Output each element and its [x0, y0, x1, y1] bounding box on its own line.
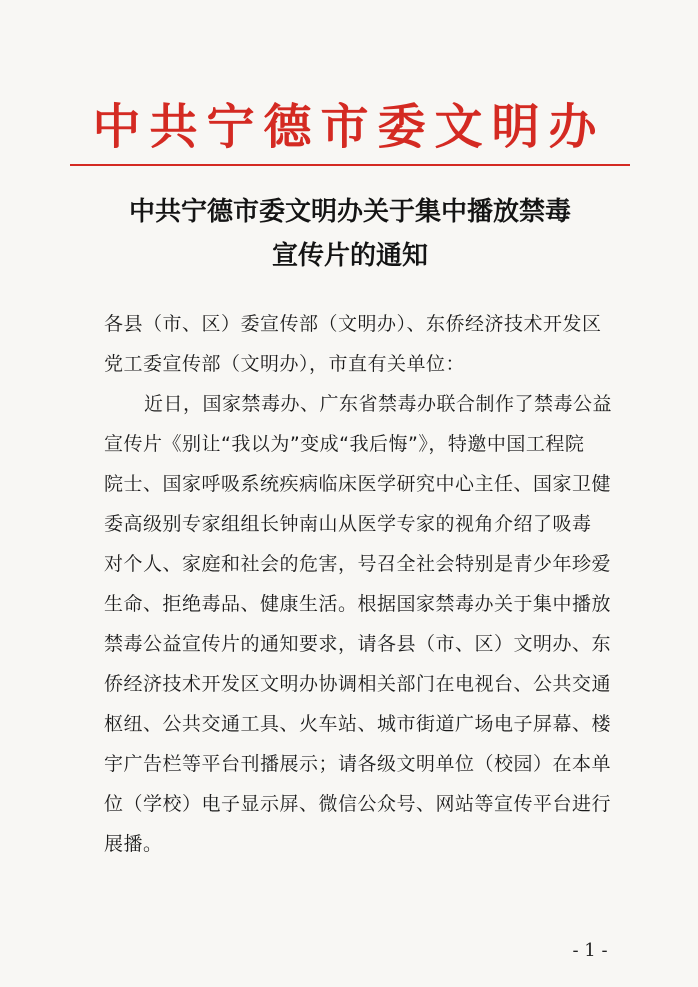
body-line: 院士、国家呼吸系统疾病临床医学研究中心主任、国家卫健 [104, 473, 612, 495]
body-line: 生命、拒绝毒品、健康生活。根据国家禁毒办关于集中播放 [104, 593, 612, 615]
body-line: 近日，国家禁毒办、广东省禁毒办联合制作了禁毒公益 [144, 393, 613, 415]
body-line: 侨经济技术开发区文明办协调相关部门在电视台、公共交通 [104, 673, 612, 695]
document-title-line-2: 宣传片的通知 [271, 241, 428, 271]
body-line: 宣传片《别让“我以为”变成“我后悔”》，特邀中国工程院 [104, 433, 585, 455]
body-line: 宇广告栏等平台刊播展示；请各级文明单位（校园）在本单 [104, 753, 612, 775]
body-line: 枢纽、公共交通工具、火车站、城市街道广场电子屏幕、楼 [104, 713, 612, 735]
body-line: 各县（市、区）委宣传部（文明办）、东侨经济技术开发区 [104, 313, 602, 335]
document-title-line-1: 中共宁德市委文明办关于集中播放禁毒 [128, 197, 571, 227]
body-line: 对个人、家庭和社会的危害，号召全社会特别是青少年珍爱 [104, 553, 612, 575]
issuing-organization-header: 中共宁德市委文明办 [92, 99, 606, 155]
body-line: 展播。 [104, 833, 163, 855]
body-line: 委高级别专家组组长钟南山从医学专家的视角介绍了吸毒 [104, 513, 592, 535]
page-number: - 1 - [572, 940, 608, 961]
body-line: 党工委宣传部（文明办），市直有关单位： [104, 353, 466, 375]
body-line: 位（学校）电子显示屏、微信公众号、网站等宣传平台进行 [104, 793, 612, 815]
body-line: 禁毒公益宣传片的通知要求，请各县（市、区）文明办、东 [104, 633, 612, 655]
document-body [104, 304, 613, 864]
header-red-rule [70, 164, 630, 166]
